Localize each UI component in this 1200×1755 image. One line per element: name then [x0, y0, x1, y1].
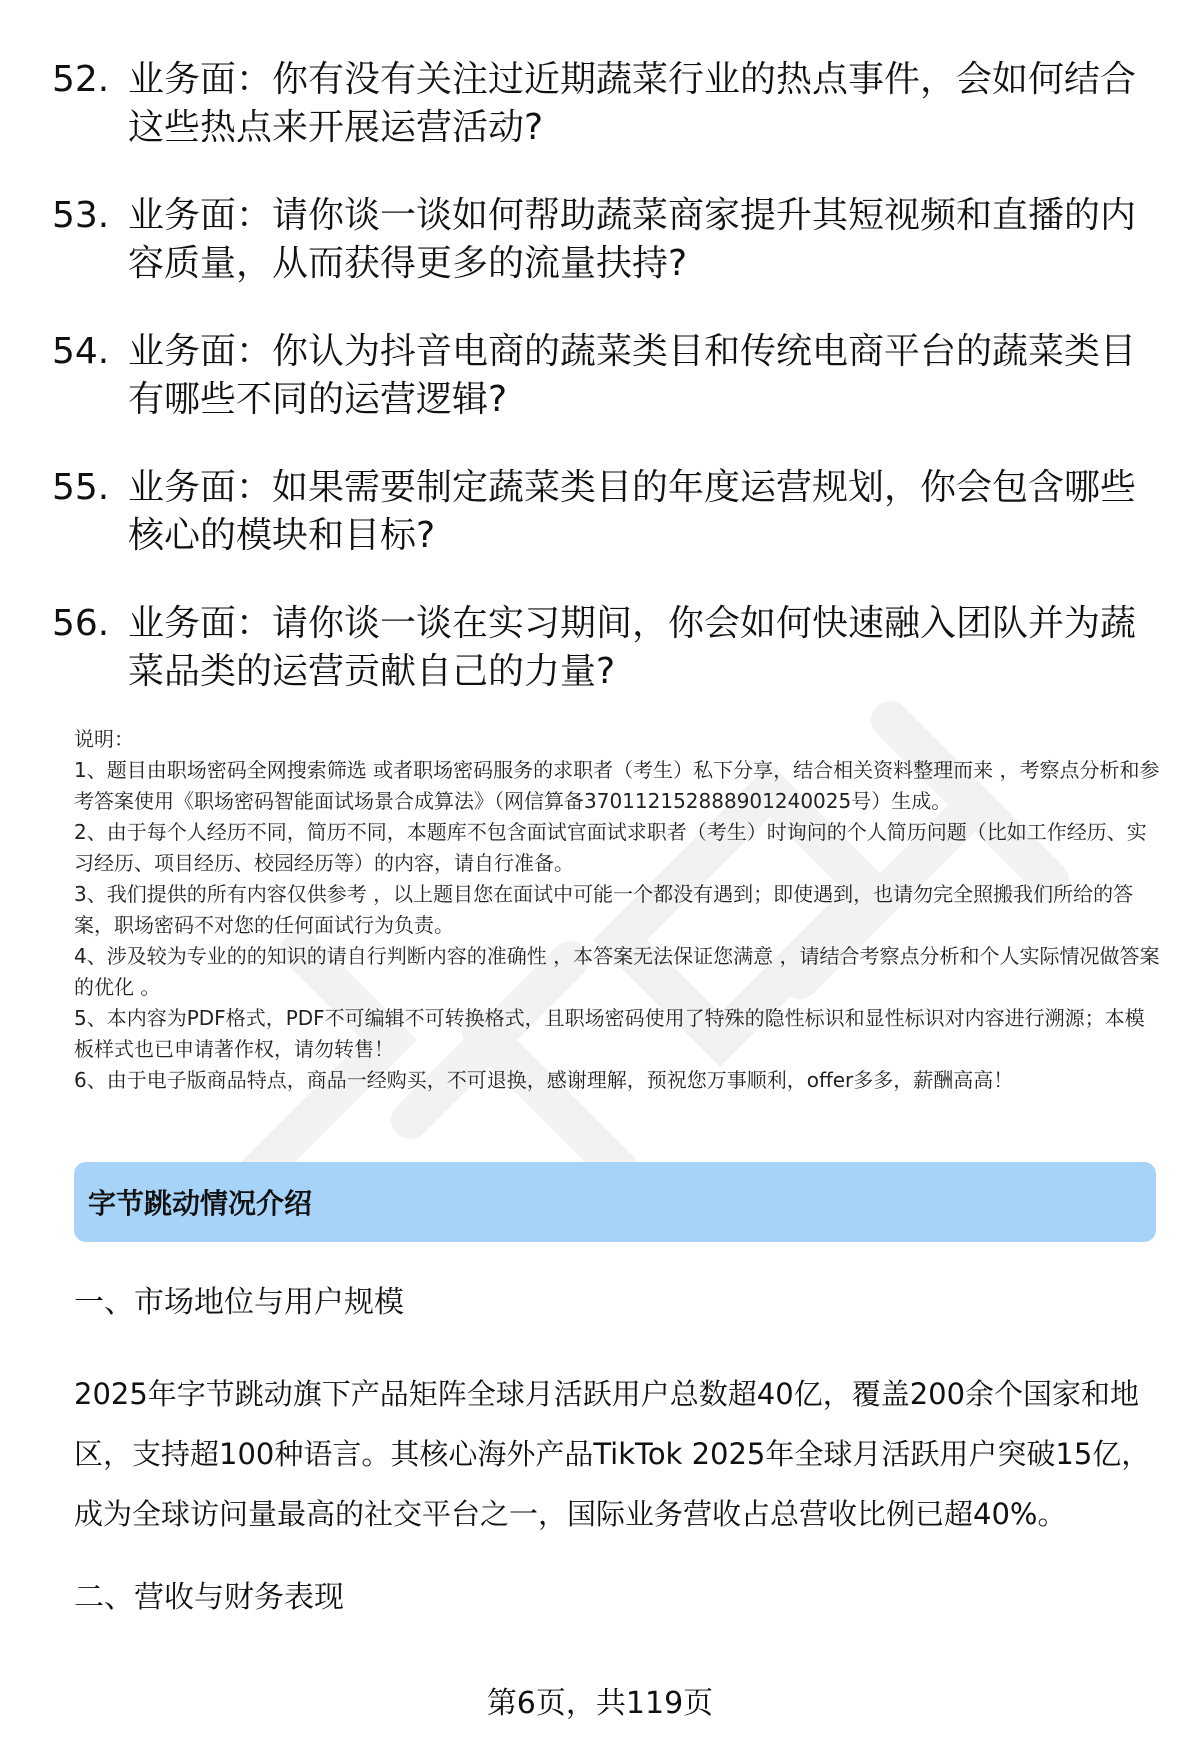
- question-text: 业务面：请你谈一谈在实习期间，你会如何快速融入团队并为蔬菜品类的运营贡献自己的力量?: [128, 603, 1137, 692]
- question-item: [52, 192, 1142, 288]
- question-number: 56.: [52, 603, 110, 644]
- question-number: 55.: [52, 467, 110, 508]
- question-text: 业务面：你有没有关注过近期蔬菜行业的热点事件，会如何结合这些热点来开展运营活动?: [128, 59, 1137, 148]
- note-item: 5、本内容为PDF格式，PDF不可编辑不可转换格式，且职场密码使用了特殊的隐性标识和显性标识对内容进行溯源；本模板样式也已申请著作权，请勿转售！: [74, 1006, 1145, 1061]
- question-text: 业务面：请你谈一谈如何帮助蔬菜商家提升其短视频和直播的内容质量，从而获得更多的流量扶持?: [128, 195, 1137, 284]
- note-item: 4、涉及较为专业的的知识的请自行判断内容的准确性 ，本答案无法保证您满意 ，请结合考察点分析和个人实际情况做答案的优化 。: [74, 944, 1160, 999]
- question-item: [52, 600, 1142, 696]
- notes-block: [74, 724, 1160, 1096]
- section-header: [74, 1162, 1156, 1242]
- note-item: 2、由于每个人经历不同，简历不同，本题库不包含面试官面试求职者（考生）时询问的个人简历问题（比如工作经历、实习经历、项目经历、校园经历等）的内容，请自行准备。: [74, 820, 1147, 875]
- question-number: 52.: [52, 59, 110, 100]
- question-text: 业务面：你认为抖音电商的蔬菜类目和传统电商平台的蔬菜类目有哪些不同的运营逻辑?: [128, 331, 1137, 420]
- subheading-market-position: 一、市场地位与用户规模: [74, 1285, 404, 1320]
- notes-title: 说明：: [74, 727, 134, 751]
- question-list: [52, 56, 1142, 736]
- subheading-revenue: 二、营收与财务表现: [74, 1580, 344, 1615]
- question-number: 54.: [52, 331, 110, 372]
- question-item: [52, 464, 1142, 560]
- question-text: 业务面：如果需要制定蔬菜类目的年度运营规划，你会包含哪些核心的模块和目标?: [128, 467, 1137, 556]
- question-item: [52, 328, 1142, 424]
- note-item: 3、我们提供的所有内容仅供参考 ，以上题目您在面试中可能一个都没有遇到；即使遇到，也请勿完全照搬我们所给的答案，职场密码不对您的任何面试行为负责。: [74, 882, 1134, 937]
- question-item: [52, 56, 1142, 152]
- page-footer: 第6页，共119页: [486, 1686, 714, 1721]
- section-title: 字节跳动情况介绍: [88, 1187, 313, 1220]
- note-item: 6、由于电子版商品特点，商品一经购买，不可退换，感谢理解，预祝您万事顺利，offer多多，薪酬高高！: [74, 1068, 1014, 1092]
- body-paragraph: 2025年字节跳动旗下产品矩阵全球月活跃用户总数超40亿，覆盖200余个国家和地区，支持超100种语言。其核心海外产品TikTok 2025年全球月活跃用户突破15亿，成为全球访问量最高的社交平台之一，国际业务营收占总营收比例已超40%。: [74, 1377, 1151, 1531]
- note-item: 1、题目由职场密码全网搜索筛选 或者职场密码服务的求职者（考生）私下分享，结合相关资料整理而来 ，考察点分析和参考答案使用《职场密码智能面试场景合成算法》（网信算备370112152888901240025号）生成。: [74, 758, 1160, 813]
- question-number: 53.: [52, 195, 110, 236]
